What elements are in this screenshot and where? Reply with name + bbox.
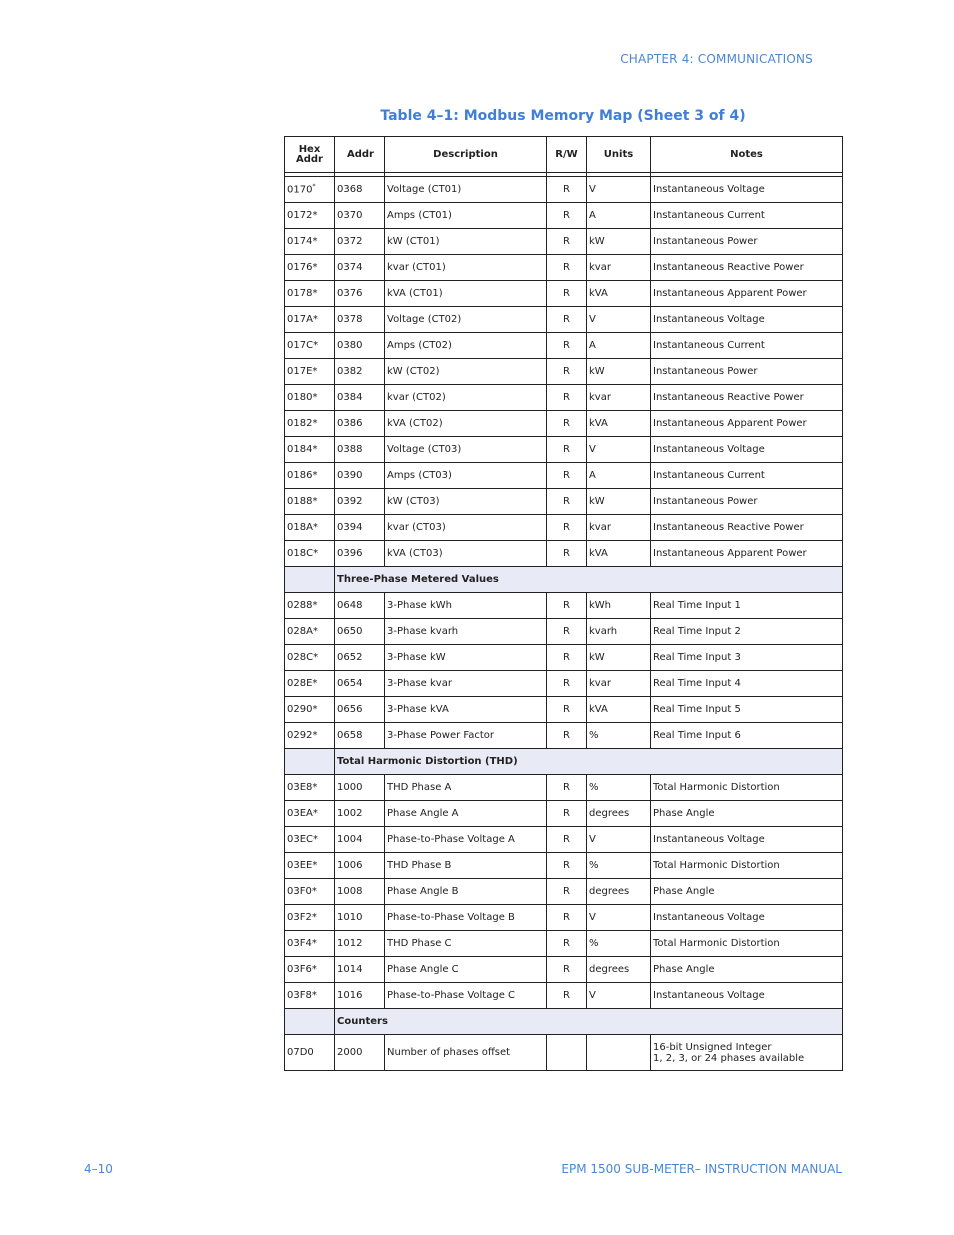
- table-header-row: [285, 137, 843, 173]
- cell-notes: [651, 1035, 843, 1071]
- cell-units: kvar: [587, 515, 651, 541]
- cell-hex: 03EE*: [285, 853, 335, 879]
- col-addr: Addr: [335, 137, 385, 173]
- cell-notes: Real Time Input 5: [651, 697, 843, 723]
- cell-notes: Instantaneous Current: [651, 463, 843, 489]
- cell-description: Phase Angle B: [385, 879, 547, 905]
- cell-units: kvar: [587, 255, 651, 281]
- cell-addr: 0386: [335, 411, 385, 437]
- cell-units: kVA: [587, 281, 651, 307]
- cell-notes: Instantaneous Reactive Power: [651, 385, 843, 411]
- cell-description: kvar (CT02): [385, 385, 547, 411]
- cell-hex: 028E*: [285, 671, 335, 697]
- cell-description: Voltage (CT02): [385, 307, 547, 333]
- col-hex-addr: Hex Addr: [285, 137, 335, 173]
- cell-addr: 1012: [335, 931, 385, 957]
- cell-units: kW: [587, 489, 651, 515]
- cell-addr: 0654: [335, 671, 385, 697]
- table-row: [285, 489, 843, 515]
- table-row: [285, 177, 843, 203]
- cell-hex: 07D0: [285, 1035, 335, 1071]
- cell-rw: R: [547, 723, 587, 749]
- cell-units: %: [587, 775, 651, 801]
- cell-hex: 0170*: [285, 177, 335, 203]
- cell-hex: 028C*: [285, 645, 335, 671]
- cell-addr: 1006: [335, 853, 385, 879]
- cell-description: Amps (CT01): [385, 203, 547, 229]
- cell-notes: Total Harmonic Distortion: [651, 775, 843, 801]
- cell-hex: 018C*: [285, 541, 335, 567]
- table-row: [285, 853, 843, 879]
- cell-hex: 03EA*: [285, 801, 335, 827]
- cell-description: 3-Phase kW: [385, 645, 547, 671]
- table-row: [285, 775, 843, 801]
- section-spacer: [285, 567, 335, 593]
- cell-rw: R: [547, 515, 587, 541]
- cell-addr: 1004: [335, 827, 385, 853]
- cell-notes: Phase Angle: [651, 879, 843, 905]
- cell-rw: R: [547, 333, 587, 359]
- cell-units: kVA: [587, 541, 651, 567]
- cell-notes: Instantaneous Current: [651, 333, 843, 359]
- cell-notes: Real Time Input 6: [651, 723, 843, 749]
- cell-addr: 0368: [335, 177, 385, 203]
- cell-hex: 03EC*: [285, 827, 335, 853]
- table-row: [285, 983, 843, 1009]
- table-row: [285, 723, 843, 749]
- cell-description: Voltage (CT03): [385, 437, 547, 463]
- cell-addr: 0650: [335, 619, 385, 645]
- cell-description: Number of phases offset: [385, 1035, 547, 1071]
- cell-description: kW (CT03): [385, 489, 547, 515]
- table-row: [285, 515, 843, 541]
- cell-description: 3-Phase kvarh: [385, 619, 547, 645]
- cell-addr: 0652: [335, 645, 385, 671]
- cell-description: Phase Angle A: [385, 801, 547, 827]
- cell-addr: 0656: [335, 697, 385, 723]
- cell-hex: 0176*: [285, 255, 335, 281]
- cell-description: Amps (CT03): [385, 463, 547, 489]
- table-row: [285, 905, 843, 931]
- modbus-memory-map-table: [284, 136, 843, 1071]
- cell-notes: Phase Angle: [651, 957, 843, 983]
- cell-addr: 1002: [335, 801, 385, 827]
- cell-units: kWh: [587, 593, 651, 619]
- cell-hex: 03E8*: [285, 775, 335, 801]
- cell-notes: Instantaneous Reactive Power: [651, 255, 843, 281]
- cell-rw: R: [547, 177, 587, 203]
- cell-notes: Instantaneous Reactive Power: [651, 515, 843, 541]
- cell-notes: Instantaneous Voltage: [651, 983, 843, 1009]
- cell-rw: R: [547, 619, 587, 645]
- table-row: [285, 801, 843, 827]
- cell-units: V: [587, 983, 651, 1009]
- cell-units: [587, 1035, 651, 1071]
- cell-notes: Instantaneous Apparent Power: [651, 281, 843, 307]
- cell-addr: 1008: [335, 879, 385, 905]
- cell-rw: R: [547, 593, 587, 619]
- cell-description: 3-Phase kvar: [385, 671, 547, 697]
- cell-units: %: [587, 853, 651, 879]
- cell-rw: R: [547, 255, 587, 281]
- table-row: [285, 307, 843, 333]
- cell-hex: 017E*: [285, 359, 335, 385]
- cell-hex: 0182*: [285, 411, 335, 437]
- cell-addr: 1010: [335, 905, 385, 931]
- cell-addr: 1014: [335, 957, 385, 983]
- cell-description: kVA (CT02): [385, 411, 547, 437]
- cell-notes: Total Harmonic Distortion: [651, 853, 843, 879]
- cell-addr: 1016: [335, 983, 385, 1009]
- cell-addr: 0396: [335, 541, 385, 567]
- cell-notes: Instantaneous Voltage: [651, 827, 843, 853]
- section-label: Total Harmonic Distortion (THD): [335, 749, 843, 775]
- cell-units: kvar: [587, 671, 651, 697]
- cell-hex: 0184*: [285, 437, 335, 463]
- cell-hex: 0290*: [285, 697, 335, 723]
- cell-rw: R: [547, 281, 587, 307]
- col-notes: Notes: [651, 137, 843, 173]
- section-label: Three-Phase Metered Values: [335, 567, 843, 593]
- cell-hex: 03F0*: [285, 879, 335, 905]
- table-row: [285, 359, 843, 385]
- cell-addr: 0394: [335, 515, 385, 541]
- cell-rw: R: [547, 957, 587, 983]
- table-row: [285, 619, 843, 645]
- cell-notes: Instantaneous Current: [651, 203, 843, 229]
- cell-notes: Instantaneous Apparent Power: [651, 411, 843, 437]
- cell-addr: 0648: [335, 593, 385, 619]
- cell-units: V: [587, 905, 651, 931]
- section-spacer: [285, 1009, 335, 1035]
- cell-rw: R: [547, 879, 587, 905]
- cell-description: THD Phase A: [385, 775, 547, 801]
- table-row: [285, 333, 843, 359]
- cell-addr: 0372: [335, 229, 385, 255]
- cell-description: Phase-to-Phase Voltage C: [385, 983, 547, 1009]
- section-row: [285, 1009, 843, 1035]
- col-units: Units: [587, 137, 651, 173]
- table-row: [285, 957, 843, 983]
- cell-addr: 0392: [335, 489, 385, 515]
- col-description: Description: [385, 137, 547, 173]
- cell-units: V: [587, 177, 651, 203]
- cell-hex: 0178*: [285, 281, 335, 307]
- cell-rw: R: [547, 385, 587, 411]
- cell-units: A: [587, 203, 651, 229]
- table-row: [285, 437, 843, 463]
- cell-notes: Total Harmonic Distortion: [651, 931, 843, 957]
- cell-addr: 0376: [335, 281, 385, 307]
- table-row: [285, 541, 843, 567]
- cell-addr: 0384: [335, 385, 385, 411]
- cell-hex: 03F2*: [285, 905, 335, 931]
- cell-rw: R: [547, 229, 587, 255]
- cell-description: 3-Phase kVA: [385, 697, 547, 723]
- cell-hex: 03F4*: [285, 931, 335, 957]
- cell-notes: Instantaneous Apparent Power: [651, 541, 843, 567]
- cell-units: V: [587, 437, 651, 463]
- cell-description: Phase-to-Phase Voltage A: [385, 827, 547, 853]
- cell-rw: R: [547, 983, 587, 1009]
- cell-description: kvar (CT03): [385, 515, 547, 541]
- cell-addr: 0390: [335, 463, 385, 489]
- cell-addr: 0378: [335, 307, 385, 333]
- cell-hex: 03F6*: [285, 957, 335, 983]
- cell-units: kVA: [587, 411, 651, 437]
- table-row: [285, 281, 843, 307]
- cell-notes: Instantaneous Voltage: [651, 905, 843, 931]
- cell-rw: R: [547, 801, 587, 827]
- cell-description: kW (CT02): [385, 359, 547, 385]
- table-row: [285, 931, 843, 957]
- cell-units: V: [587, 827, 651, 853]
- cell-hex: 028A*: [285, 619, 335, 645]
- cell-rw: [547, 1035, 587, 1071]
- cell-rw: R: [547, 489, 587, 515]
- cell-rw: R: [547, 541, 587, 567]
- cell-addr: 1000: [335, 775, 385, 801]
- cell-units: V: [587, 307, 651, 333]
- table-row: [285, 463, 843, 489]
- cell-notes: Instantaneous Voltage: [651, 307, 843, 333]
- cell-notes: Real Time Input 1: [651, 593, 843, 619]
- table-row: [285, 203, 843, 229]
- cell-notes: Instantaneous Power: [651, 359, 843, 385]
- cell-rw: R: [547, 853, 587, 879]
- cell-description: Voltage (CT01): [385, 177, 547, 203]
- cell-notes: Real Time Input 3: [651, 645, 843, 671]
- cell-notes: Instantaneous Power: [651, 229, 843, 255]
- table-row: [285, 671, 843, 697]
- table-row: [285, 697, 843, 723]
- cell-description: kW (CT01): [385, 229, 547, 255]
- cell-rw: R: [547, 437, 587, 463]
- cell-hex: 017C*: [285, 333, 335, 359]
- cell-description: kVA (CT03): [385, 541, 547, 567]
- cell-rw: R: [547, 827, 587, 853]
- cell-addr: 0380: [335, 333, 385, 359]
- cell-units: %: [587, 931, 651, 957]
- table-row: [285, 411, 843, 437]
- cell-notes: Instantaneous Power: [651, 489, 843, 515]
- table-row: [285, 385, 843, 411]
- table-row: [285, 593, 843, 619]
- notes-line: 1, 2, 3, or 24 phases available: [653, 1052, 805, 1064]
- cell-units: kVA: [587, 697, 651, 723]
- cell-addr: 0370: [335, 203, 385, 229]
- cell-notes: Phase Angle: [651, 801, 843, 827]
- cell-rw: R: [547, 411, 587, 437]
- table-row: [285, 229, 843, 255]
- cell-hex: 0288*: [285, 593, 335, 619]
- cell-description: Phase-to-Phase Voltage B: [385, 905, 547, 931]
- cell-rw: R: [547, 905, 587, 931]
- cell-units: %: [587, 723, 651, 749]
- cell-units: kW: [587, 645, 651, 671]
- cell-notes: Real Time Input 4: [651, 671, 843, 697]
- cell-rw: R: [547, 645, 587, 671]
- cell-description: kVA (CT01): [385, 281, 547, 307]
- cell-rw: R: [547, 307, 587, 333]
- section-label: Counters: [335, 1009, 843, 1035]
- cell-rw: R: [547, 931, 587, 957]
- cell-description: THD Phase B: [385, 853, 547, 879]
- cell-addr: 0374: [335, 255, 385, 281]
- cell-rw: R: [547, 697, 587, 723]
- cell-addr: 2000: [335, 1035, 385, 1071]
- cell-notes: Instantaneous Voltage: [651, 177, 843, 203]
- table-row: [285, 879, 843, 905]
- cell-hex: 0174*: [285, 229, 335, 255]
- section-spacer: [285, 749, 335, 775]
- chapter-header: CHAPTER 4: COMMUNICATIONS: [620, 52, 813, 66]
- section-row: [285, 567, 843, 593]
- cell-addr: 0388: [335, 437, 385, 463]
- page-number: 4–10: [84, 1162, 113, 1176]
- table-row: [285, 827, 843, 853]
- cell-hex: 0188*: [285, 489, 335, 515]
- cell-units: kW: [587, 229, 651, 255]
- cell-rw: R: [547, 359, 587, 385]
- table-row: [285, 645, 843, 671]
- cell-hex: 0172*: [285, 203, 335, 229]
- cell-description: Amps (CT02): [385, 333, 547, 359]
- cell-description: kvar (CT01): [385, 255, 547, 281]
- cell-hex: 0186*: [285, 463, 335, 489]
- table-row: [285, 255, 843, 281]
- table-row: [285, 1035, 843, 1071]
- cell-rw: R: [547, 775, 587, 801]
- cell-hex: 018A*: [285, 515, 335, 541]
- cell-notes: Instantaneous Voltage: [651, 437, 843, 463]
- cell-hex: 0292*: [285, 723, 335, 749]
- cell-rw: R: [547, 203, 587, 229]
- cell-notes: Real Time Input 2: [651, 619, 843, 645]
- cell-units: A: [587, 463, 651, 489]
- cell-description: THD Phase C: [385, 931, 547, 957]
- cell-units: kvarh: [587, 619, 651, 645]
- cell-rw: R: [547, 671, 587, 697]
- table-title: Table 4–1: Modbus Memory Map (Sheet 3 of 4): [380, 108, 746, 124]
- cell-units: kW: [587, 359, 651, 385]
- cell-addr: 0382: [335, 359, 385, 385]
- cell-hex: 03F8*: [285, 983, 335, 1009]
- col-rw: R/W: [547, 137, 587, 173]
- cell-addr: 0658: [335, 723, 385, 749]
- cell-description: 3-Phase Power Factor: [385, 723, 547, 749]
- cell-units: degrees: [587, 957, 651, 983]
- cell-units: degrees: [587, 801, 651, 827]
- cell-description: Phase Angle C: [385, 957, 547, 983]
- cell-units: kvar: [587, 385, 651, 411]
- cell-description: 3-Phase kWh: [385, 593, 547, 619]
- cell-units: A: [587, 333, 651, 359]
- manual-title: EPM 1500 SUB-METER– INSTRUCTION MANUAL: [561, 1162, 842, 1176]
- cell-rw: R: [547, 463, 587, 489]
- cell-hex: 0180*: [285, 385, 335, 411]
- cell-units: degrees: [587, 879, 651, 905]
- cell-hex: 017A*: [285, 307, 335, 333]
- section-row: [285, 749, 843, 775]
- notes-line: 16-bit Unsigned Integer: [653, 1041, 772, 1053]
